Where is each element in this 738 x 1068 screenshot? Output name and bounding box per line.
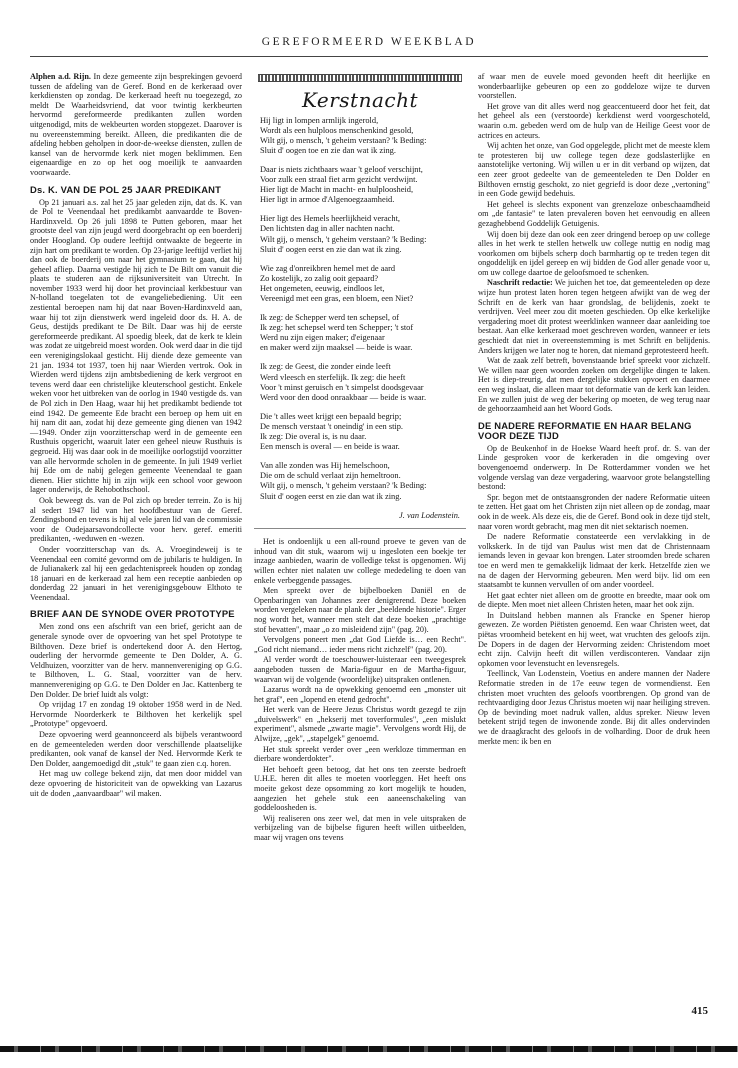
paragraph: In Duitsland hebben mannen als Francke en Spener hierop gewezen. Ze worden Piëtisten genoemd. Een waar Christen weet, dat piëtas vroomheid betekent en hij weet, wat vruchten des geloofs zijn. De Dopers in de dagen der Hervorming zeiden: Christendom moet echt zijn. Calvijn heeft dit willen verdisconteren. Vandaar zijn opkomen voor levenstucht en levensregels. xyxy=(478,610,710,668)
page-number: 415 xyxy=(691,1005,708,1017)
poem-line: en maker werd zijn maaksel — beide is waar. xyxy=(260,343,413,353)
paragraph: Wij realiseren ons zeer wel, dat men in vele uitspraken de verbijzeling van de bijbelse figuren heeft willen uitbeelden, maar wij vragen ons tevens xyxy=(254,813,466,842)
paragraph: Spr. begon met de ontstaansgronden der nadere Reformatie uiteen te zetten. Het gaat om het Christen zijn niet alleen op de zondag, maar ook in de week. Als deze eis, die de Geref. Bond ook in deze tijd stelt, naar voren wordt gebracht, mag men dit niet sektarisch noemen. xyxy=(478,492,710,531)
poem-stanza xyxy=(260,412,466,452)
poem-line: Ik zeg: de Schepper werd ten schepsel, of xyxy=(260,313,400,323)
poem-line: Voor zulk een straal fiet arm gezicht verdwijnt. xyxy=(260,175,418,185)
paragraph: De nadere Reformatie constateerde een vervlakking in de volkskerk. In de tijd van Paulus wist men dat de Christennaam iemands leven in gevaar kon brengen. Later stroomden brede scharen toe en werd men te gemakkelijk lidmaat der kerk. Hetzelfde zien we na de dagen der Hervorming gebeuren. Men werd bijv. lid om een staatsambt te kunnen vervullen of om ander voordeel. xyxy=(478,532,710,590)
poem-line: Wilt gij, o mensch, 't geheim verstaan? 'k Beding: xyxy=(260,234,427,244)
poem-line: Zo kostelijk, zo zalig ooit gepaard? xyxy=(260,273,379,283)
poem-line: Vereenigd met een gras, een bloem, een Niet? xyxy=(260,294,414,303)
paragraph: Men zond ons een afschrift van een brief, gericht aan de generale synode over de opvoering van het spel Prototype te Bilthoven. Deze brief is ondertekend door A. den Hertog, ouderling der hervormde gemeente te Den Dolder, A. G. Veldhuizen, voorzitter van de herv. mannenvereniging op G.G. te Bilthoven, L. G. Staal, voorzitter van de herv. mannenvereniging op G.G. te Den Dolder en Jac. Kattenberg te Den Dolder. De brief luidt als volgt: xyxy=(30,622,242,699)
paragraph: Op vrijdag 17 en zondag 19 oktober 1958 werd in de Ned. Hervormde Noorderkerk te Bilthoven het kerkelijk spel „Prototype" opgevoerd. xyxy=(30,700,242,729)
alphen-lead: Alphen a.d. Rijn. xyxy=(30,72,91,81)
paragraph: Het is ondoenlijk u een all-round proeve te geven van de inhoud van dit stuk, waarom wij u ingesloten een boekje ter inzage aanbieden, waarin de volledige tekst is opgenomen. Wij willen echter niet nalaten uw college mededeling te doen van enkele verbeggende passages. xyxy=(254,537,466,585)
poem-line: Ik zeg: Die overal is, is nu daar. xyxy=(260,432,367,442)
poem-stanza xyxy=(260,313,466,353)
poem-line: Het ongemeten, eeuwig, eindloos let, xyxy=(260,283,385,293)
paragraph: Het stuk spreekt verder over „een werkloze timmerman en dierbare wonderdokter". xyxy=(254,744,466,764)
poem xyxy=(260,116,466,502)
paragraph: Ook beweegt ds. van de Pol zich op breder terrein. Zo is hij al sedert 1947 lid van het hoofdbestuur van de Geref. Zendingsbond en tevens is hij al vele jaren lid van de commissie voor de Oudejaarsavondcollecte voor herv. geref. emeriti predikanten, -weduwen en -wezen. xyxy=(30,495,242,544)
prototype-article-continued xyxy=(254,528,466,842)
poem-line: Daar is niets zichtbaars waar 't geloof verschijnt, xyxy=(260,164,423,174)
paragraph: Wij achten het onze, van God opgelegde, plicht met de meeste klem te protesteren bij uw college tegen deze godslasterlijke en aanstotelijke vertoning. Wij willen u er in dit verband op wijzen, dat een zeer groot gedeelte van de gemeenteleden te Den Dolder en Bilthoven ernstig geschokt, zo niet gegriefd is door deze „vertoning" in een Gode gewijd bedehuis. xyxy=(478,141,710,199)
poem-line: Den lichtsten dag in aller nachten nacht. xyxy=(260,224,395,234)
paragraph: af waar men de euvele moed gevonden heeft dit heerlijke en wonderbaarlijke gebeuren op een zo goddeloze wijze te durven voorstellen. xyxy=(478,72,710,101)
alphen-paragraph xyxy=(30,72,242,178)
poem-line: Werd nu zijn eigen maker; d'eigenaar xyxy=(260,333,385,343)
poem-line: Wilt gij, o mensch, 't geheim verstaan? 'k Beding: xyxy=(260,481,427,491)
poem-line: Sluit d' oogen eerst en zie dan wat ik zing. xyxy=(260,244,402,254)
paragraph: Wij doen bij deze dan ook een zeer dringend beroep op uw college alles in het werk te stellen hetwelk uw college nuttig en nodig mag voorkomen om bijbels scherp doch barmhartig op te treden tegen dit ongoddelijk en ijdel gereep en wij bidden de God aller genade voor u, om uw college daartoe de geloofsmoed te schenken. xyxy=(478,229,710,277)
paragraph: Vervolgens poneert men „dat God Liefde is… een Recht". „God richt niemand… ieder mens richt zichzelf" (pag. 20). xyxy=(254,635,466,654)
poem-stanza xyxy=(260,116,466,156)
paragraph: Het mag uw college bekend zijn, dat men door middel van deze opvoering de historiciteit van de opwekking van Lazarus uit de doden „aanvaardbaar" wil maken. xyxy=(30,769,242,798)
poem-line: Hier ligt des Hemels heerlijkheid veracht, xyxy=(260,214,400,224)
naschrift-paragraph xyxy=(478,278,710,355)
poem-line: Hier ligt de Macht in macht- en hulploosheid, xyxy=(260,185,414,195)
paragraph: Lazarus wordt na de opwekking genoemd een „monster uit het graf", een „lopend en etend gedrocht". xyxy=(254,685,466,704)
paragraph: Teellinck, Van Lodenstein, Voetius en andere mannen der Nadere Reformatie streden in de 17e eeuw tegen de vormendienst. Een christen moet vruchten des geloofs voortbrengen. Op grond van de rechtvaardiging door Jezus Christus moeten wij naar heiliging streven. Op de bevinding moet nadruk vallen, aldus spreker. Nieuw leven betekent strijd tegen de inwonende zonde. Bij dit alles ondervinden we de draagkracht des geloofs in de volharding. Door de druk heen merkte men: ik ben en xyxy=(478,669,710,746)
paragraph: Het geheel is slechts exponent van grenzeloze onbeschaamdheid om „de fantasie" te laten prevaleren boven het eenvoudig en alleen gezaghebbend Goddelijk Getuigenis. xyxy=(478,199,710,228)
column-middle xyxy=(254,72,466,843)
poem-line: Ik zeg: het schepsel werd ten Schepper; 't stof xyxy=(260,323,414,333)
heading-nadere-reformatie: DE NADERE REFORMATIE EN HAAR BELANG VOOR DEZE TIJD xyxy=(478,419,692,441)
paragraph: Deze opvoering werd geannonceerd als bijbels verantwoord en de gemeenteleden werden door verschillende plaatselijke predikanten, ook vanaf de kansel der Ned. Hervormde Kerk te Den Dolder, aangemoedigd dit „stuk" te gaan zien c.q. horen. xyxy=(30,730,242,768)
naschrift-text: We juichen het toe, dat gemeenteleden op deze wijze hun protest laten horen tegen hetgeen afwijkt van de weg der Schrift en de kerk van haar grondslag, de belijdenis, zoekt te verdrijven. Veel meer zou dit moeten geschieden. Op elke kerkelijke vergadering moet dit protest weerklinken wanneer daar aanleiding toe bestaat. Aan elke kerkeraad moet geschreven worden, wanneer er iets geschiedt dat niet in overeenstemming is met Schrift en belijdenis. Anders krijgen we later nog te horen, dat niemand geprotesteerd heeft. xyxy=(478,278,710,355)
paragraph: Al verder wordt de toeschouwer-luisteraar een tweegesprek aangeboden tussen de Maria-figuur en de Martha-figuur, waarvan wij de volgende (woordelijke) uitspraken ontlenen. xyxy=(254,655,466,684)
poem-line: Voor 't minst geruisch en 't simpelst doodsgevaar xyxy=(260,382,424,392)
paragraph: Het grove van dit alles werd nog geaccentueerd door het feit, dat het geheel als een (verstoorde) kerkdienst werd voorgeschoteld, waarin o.m. gebeden werd om de hulp van de Heilige Geest voor de actrices en acteurs. xyxy=(478,101,710,140)
paragraph: Wat de zaak zelf betreft, bovenstaande brief spreekt voor zichzelf. We willen naar geen woorden zoeken om dergelijke dingen te laken. Het is diep-treurig, dat men dergelijke stukken opvoert en daarmee een weg inslaat, die alleen maar tot deformatie van de kerk kan leiden. En we zullen juist de weg der bekering op moeten, de weg terug naar de gehoorzaamheid aan het Woord Gods. xyxy=(478,356,710,414)
alphen-text: In deze gemeente zijn besprekingen gevoerd tussen de afdeling van de Geref. Bond en de kerkeraad over kerkdiensten op zondag. De kerkeraad heeft nu toegezegd, zo meldt De Waarheidsvriend, dat voor twintig kerkbeurten hervormd gereformeerde predikanten zullen worden uitgenodigd, mits de wekbeurten worden stopgezet. Daarover is nu overeenstemming bereikt. Alleen, die predikanten die de afdeling hebben geholpen in door-de-weekse diensten, zullen de kansel van de hervormde kerk niet mogen beklimmen. Een eigenaardige en zo op het oog moeilijk te aanvaarden voorwaarde. xyxy=(30,72,243,177)
poem-line: Werd voor den dood onraakbaar — beide is waar. xyxy=(260,392,427,402)
poem-line: Van alle zonden was Hij hemelschoon, xyxy=(260,461,390,471)
poem-line: Een mensch is overal — en beide is waar. xyxy=(260,442,400,452)
paragraph: Het werk van de Heere Jezus Christus wordt gezegd te zijn „duivelswerk" en „hekserij met toverformules", „een mislukt experiment", alsmede „zwarte magie". Vervolgens wordt Hij, de Alwijze, „gek", „stapelgek" genoemd. xyxy=(254,705,466,744)
bottom-scan-edge xyxy=(0,1046,738,1052)
heading-van-de-pol: Ds. K. VAN DE POL 25 JAAR PREDIKANT xyxy=(30,183,222,195)
column-left xyxy=(30,72,242,798)
poem-line: Die 't alles weet krijgt een bepaald begrip; xyxy=(260,411,402,421)
column-right xyxy=(478,72,710,746)
poem-stanza xyxy=(260,362,466,402)
masthead: GEREFORMEERD WEEKBLAD xyxy=(261,36,477,48)
poem-line: Wilt gij, o mensch, 't geheim verstaan? 'k Beding: xyxy=(260,135,427,145)
paragraph: Men spreekt over de bijbelboeken Daniël en de Openbaringen van Johannes zeer denigrerend. Deze boeken worden vergeleken naar de plank der „beeldende historie". Erger nog wordt het, wanneer men stelt dat deze boeken „prachtige stof bevatten", maar „o zo misleidend zijn" (pag. 20). xyxy=(254,586,466,634)
poem-stanza xyxy=(260,214,466,254)
heading-brief-synode: BRIEF AAN DE SYNODE OVER PROTOTYPE xyxy=(30,608,235,620)
poem-line: Werd vleesch en sterfelijk. Ik zeg: die heeft xyxy=(260,372,406,382)
poem-stanza xyxy=(260,264,466,304)
poem-stanza xyxy=(260,461,466,501)
poem-line: Hij ligt in lompen armlijk ingerold, xyxy=(260,115,379,125)
naschrift-lead: Naschrift redactie: xyxy=(487,278,553,288)
paragraph: Het gaat echter niet alleen om de grootte en breedte, maar ook om de diepte. Men moet niet alleen Christen heten, maar het ook zijn. xyxy=(478,590,710,610)
decorative-border xyxy=(258,74,462,82)
poem-stanza xyxy=(260,165,466,205)
poem-line: Sluit d' oogen eerst en zie dan wat ik zing. xyxy=(260,491,402,501)
poem-title: Kerstnacht xyxy=(301,88,419,112)
poem-line: Ik zeg: de Geest, die zonder einde leeft xyxy=(260,362,391,372)
poem-line: Hier ligt in armoe d'Algenoegzaamheid. xyxy=(260,195,395,205)
paragraph: Op 21 januari a.s. zal het 25 jaar geleden zijn, dat ds. K. van de Pol te Veenendaal het predikambt aanvaardde te Boven-Hardinxveld. Op 26 juli 1898 te Putten geboren, maar het grootste deel van zijn jeugd werd doorgebracht op een boerderij onder Hoogland. Op oudere leeftijd ontwaakte de begeerte in zijn hart om predikant te worden. Op 23-jarige leeftijd verliet hij dan ook de boerderij om naar het gymnasium te gaan, dat hij geheel afliep. Daarna vestigde hij zich te De Bilt om vanuit die plaats te studeren aan de rijksuniversiteit van Utrecht. In november 1933 werd hij door het provinciaal kerkbestuur van N-holland toegelaten tot de evangeliebediening. Uit een zestiental beroepen nam hij dat naar Boven-Hardinxveld aan, waar hij tot zijn dienstwerk werd ingeleid door ds. H. A. de Geus, destijds predikant te De Bilt. Daar was hij de eerste gereformeerde predikant. Al spoedig bleek, dat de kerk te klein was zodat ze uitgebreid moest worden. Ook werd daar in die tijd een verenigingslokaal gesticht. Hij diende deze gemeente van 21 jan. 1934 tot 1937, toen hij naar Wierden vertrok. Ook in Wierden werd tijdens zijn ambtsbediening de kerk vergroot en tevens werd daar een christelijke kleuterschool gesticht. Enkele weken voor het uitbreken van de oorlog in 1940 vestigde ds. van de Pol zich in Den Haag, waar hij het predikambt bediende tot eind 1942. De gemeente Ede bracht een beroep op hem uit en hij nam dit aan, zodat hij deze gemeente ging dienen van 1942—1949. Onder zijn voorzitterschap werd in de gemeente een Rusthuis opgericht, waaruit later een geheel nieuw Rusthuis is gegroeid. Hij was daar ook in de moeilijke oorlogstijd voorzitter van alle hervormde scholen in de gemeente. In juli 1949 verliet hij Ede om de nabij gelegen gemeente Veenendaal te gaan dienen. Hier stichtte hij in zijn wijk een school voor gewoon lager onderwijs, de Rehobothschool. xyxy=(30,197,242,495)
poem-line: Sluit d' oogen toe en zie dan wat ik zing. xyxy=(260,145,396,155)
paragraph: Onder voorzitterschap van ds. A. Vroegindeweij is te Veenendaal een comité gevormd om de jubilaris te huldigen. In de Julianakerk zal hij een gedachtenispreek houden op zondag 18 januari en de kerkeraad zal hem een receptie aanbieden op donderdag 22 januari in het verenigingsgebouw Elthoto te Veenendaal. xyxy=(30,544,242,602)
masthead-rule xyxy=(30,56,708,57)
poem-line: Wordt als een hulploos menschenkind gesold, xyxy=(260,125,414,135)
poem-line: Wie zag d'onreikbren hemel met de aard xyxy=(260,263,396,273)
poem-line: Die om de schuld verlaat zijn hemeltroon. xyxy=(260,471,401,481)
poem-line: De mensch verstaat 't oneindig' in een stip. xyxy=(260,421,404,431)
paragraph: Op de Beukenhof in de Hoekse Waard heeft prof. dr. S. van der Linde gesproken voor de kerkeraden in die omgeving over bovengenoemd onderwerp. In De Rotterdammer vonden we het volgende verslag van deze vergadering, waarvoor grote belangstelling bestond: xyxy=(478,443,710,492)
poem-author: J. van Lodenstein. xyxy=(399,510,460,520)
paragraph: Het behoeft geen betoog, dat het ons ten zeerste bedroeft U.H.E. heren dit alles te moeten voorleggen. Het heeft ons moeite gekost deze opsomming zo kort mogelijk te houden, aangezien het gehele stuk een aaneenschakeling van goddeloosheden is. xyxy=(254,764,466,813)
